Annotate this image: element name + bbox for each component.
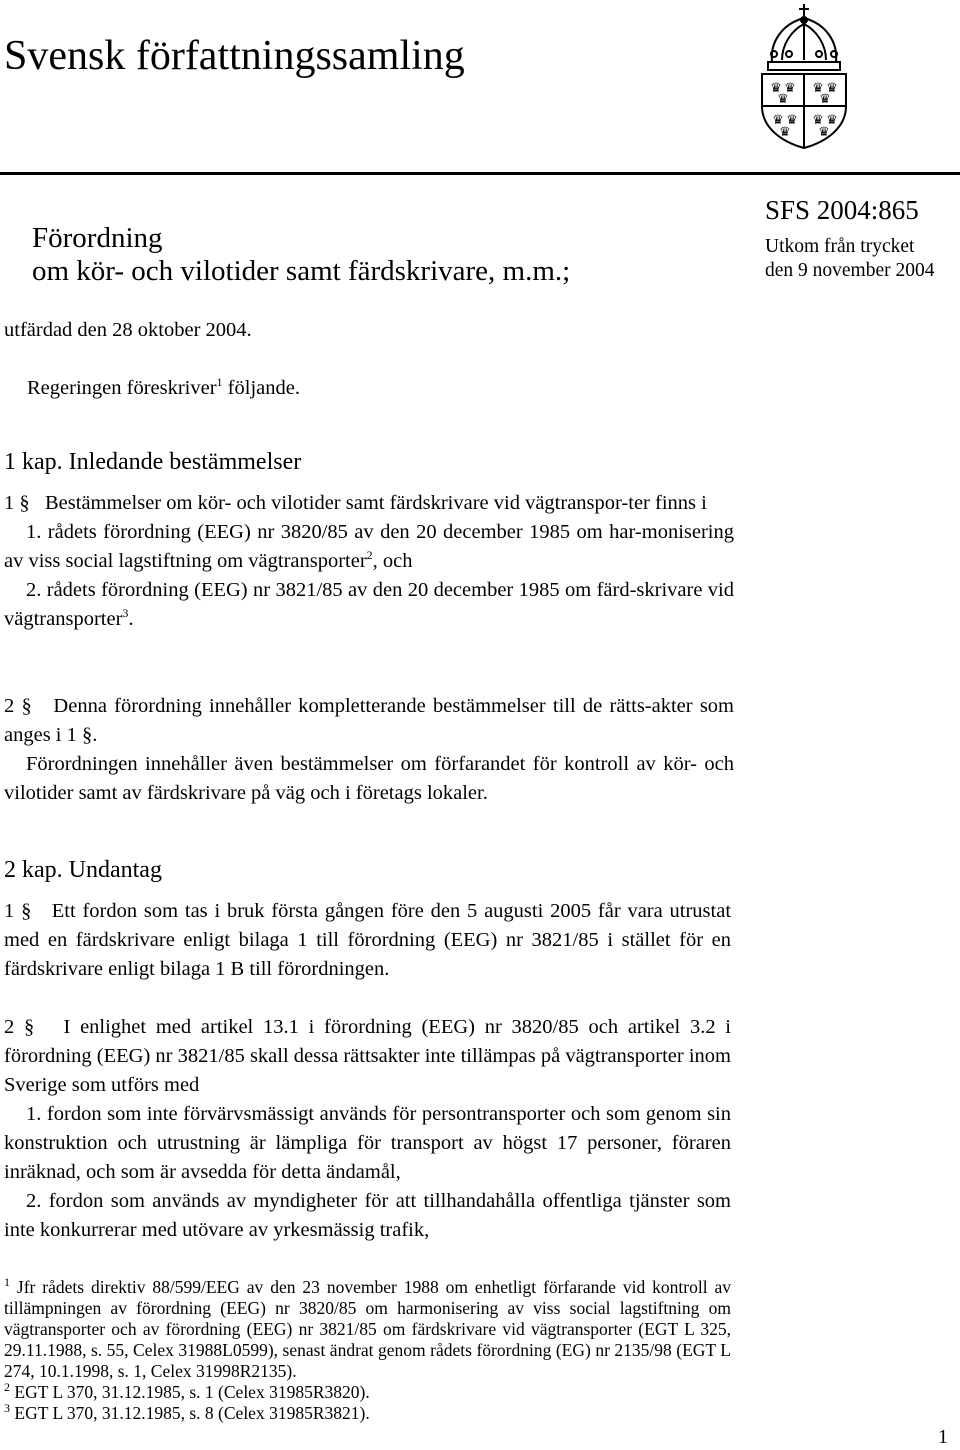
footnotes [4,1277,731,1424]
svg-text:♛: ♛ [784,81,796,96]
chapter-number: 1 kap. [4,449,63,475]
section-text: Bestämmelser om kör- och vilotider samt färdskrivare vid vägtranspor-ter finns i [45,492,707,514]
list-item-text: 2. fordon som används av myndigheter för att tillhandahålla offentliga tjänster som inte konkurrerar med utövare av yrkesmässig trafik, [4,1190,731,1241]
section-text: Denna förordning innehåller kompletterande bestämmelser till de rätts-akter som anges i 1 [4,695,735,746]
issued-line2: den 9 november 2004 [765,260,935,281]
footnote-text: EGT L 370, 31.12.1985, s. 8 (Celex 31985R3821). [14,1403,370,1423]
section-text: Ett fordon som tas i bruk första gången före den 5 augusti 2005 får vara utrustat med en färdskrivare enligt bilaga 1 till förordning (EEG) nr 3821/85 i stället för en färdskrivare enligt bilaga 1 B till förordningen. [4,900,732,980]
regeringen-end: följande. [227,377,300,399]
svg-text:♛: ♛ [786,113,798,128]
section-number: 2 [4,695,15,717]
collection-title: Svensk författningssamling [4,33,465,79]
svg-text:♛: ♛ [812,113,824,128]
footnote-ref: 3 [122,606,129,621]
section-symbol: § [82,724,93,746]
chapter-number: 2 kap. [4,857,63,883]
regeringen-text: Regeringen föreskriver [27,377,217,399]
document-title-line1: Förordning [32,222,163,254]
section-number: 1 [4,900,15,922]
list-item-end: . [128,608,134,630]
list-item-text: 1. fordon som inte förvärvsmässigt används för persontransporter och som genom sin konstruktion och utrustning är lämpliga för transport av högst 17 personer, föraren inräknad, och som är avsedda för detta ändamål, [4,1103,731,1183]
issued-line1: Utkom från trycket [765,236,915,257]
issued-date: utfärdad den 28 oktober 2004. [4,319,252,341]
footnote-number: 1 [4,1275,10,1290]
document-title-line2: om kör- och vilotider samt färdskrivare, m.m.; [32,255,571,287]
section-number: 2 [4,1016,15,1038]
footnote-ref: 2 [366,548,373,563]
footnote-number: 2 [4,1380,10,1395]
sfs-number: SFS 2004:865 [765,195,919,225]
section-end: . [92,724,98,746]
list-item-text: 2. rådets förordning (EEG) nr 3821/85 av den 20 december 1985 om färd-skrivare vid vägtransporter [4,579,734,630]
publication-info [765,235,935,283]
section-symbol: § [21,900,32,922]
section-symbol: § [19,492,30,514]
section-symbol: § [21,695,32,717]
chapter-title: Inledande bestämmelser [68,449,302,475]
header-rule [0,172,960,175]
regeringen-line [27,374,300,403]
svg-text:♛: ♛ [819,92,831,107]
document-title [32,222,570,288]
ch2-section-2 [4,1013,731,1245]
chapter-title: Undantag [68,857,162,883]
section-text: I enlighet med artikel 13.1 i förordning (EEG) nr 3820/85 och artikel 3.2 i förordning (EEG) nr 3821/85 skall dessa rättsakter inte tillämpas på vägtransporter inom Sverige som utförs med [4,1016,732,1096]
footnote-text: EGT L 370, 31.12.1985, s. 1 (Celex 31985R3820). [14,1382,370,1402]
list-item-text: 1. rådets förordning (EEG) nr 3820/85 av den 20 december 1985 om har-monisering av viss social lagstiftning om vägtransporter [4,521,734,572]
page-number: 1 [938,1426,948,1448]
svg-text:♛: ♛ [812,81,824,96]
footnote [4,1277,731,1382]
swedish-coat-of-arms-logo [752,2,856,150]
chapter-2-heading [4,855,162,885]
chapter-1-heading [4,447,301,477]
svg-text:♛: ♛ [770,81,782,96]
ch2-section-1 [4,897,731,984]
footnote-ref: 1 [216,375,223,390]
footnote [4,1382,731,1403]
svg-text:♛: ♛ [777,92,789,107]
section-paragraph: Förordningen innehåller även bestämmelser om förfarandet för kontroll av kör- och vilotider samt av färdskrivare på väg och i företags lokaler. [4,753,734,804]
ch1-section-2 [4,692,734,808]
footnote-number: 3 [4,1401,10,1416]
svg-text:♛: ♛ [818,125,830,140]
section-number: 1 [4,492,15,514]
list-item-end: , och [372,550,413,572]
ch1-section-1 [4,489,734,634]
svg-text:♛: ♛ [779,125,791,140]
svg-text:♛: ♛ [826,113,838,128]
footnote-text: Jfr rådets direktiv 88/599/EEG av den 23 november 1988 om enhetligt förfarande vid kontroll av tillämpningen av förordning (EEG) nr 3820/85 om harmonisering av viss social lagstiftning om vägtransporter och av förordning (EEG) nr 3821/85 om färdskrivare vid vägtransporter (EGT L 325, 29.11.1988, s. 55, Celex 31988L0599), senast ändrat genom rådets förordning (EG) nr 2135/98 (EGT L 274, 10.1.1998, s. 1, Celex 31998R2135). [4,1277,731,1381]
section-symbol: § [24,1016,35,1038]
footnote [4,1403,731,1424]
svg-text:♛: ♛ [826,81,838,96]
svg-text:♛: ♛ [772,113,784,128]
